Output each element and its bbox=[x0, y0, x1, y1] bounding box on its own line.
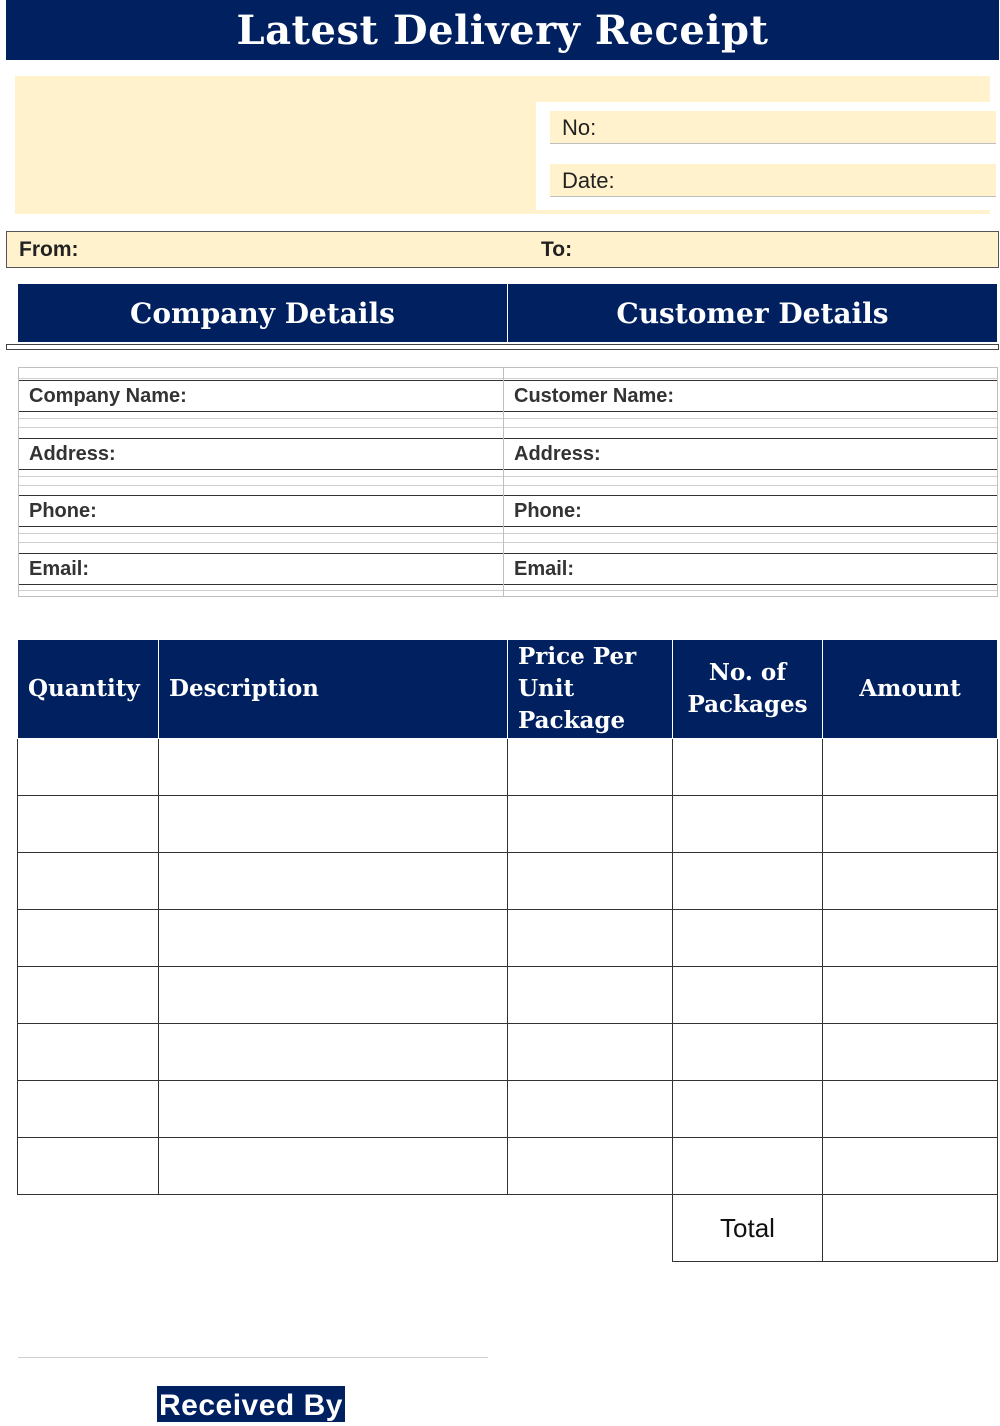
table-row bbox=[18, 910, 998, 967]
total-spacer bbox=[159, 1195, 508, 1262]
packages-cell[interactable] bbox=[673, 1138, 823, 1195]
price-cell[interactable] bbox=[508, 853, 673, 910]
to-label: To: bbox=[541, 238, 573, 261]
packages-header: No. of Packages bbox=[673, 640, 823, 739]
details-row-name[interactable] bbox=[19, 380, 997, 412]
price-cell[interactable] bbox=[508, 796, 673, 853]
table-row bbox=[18, 1081, 998, 1138]
company-details-heading: Company Details bbox=[130, 296, 395, 330]
quantity-cell[interactable] bbox=[18, 1081, 159, 1138]
amount-cell[interactable] bbox=[823, 853, 998, 910]
packages-cell[interactable] bbox=[673, 910, 823, 967]
customer-name-label: Customer Name: bbox=[503, 381, 1000, 411]
signature-line[interactable] bbox=[18, 1357, 488, 1358]
company-name-label: Company Name: bbox=[29, 385, 187, 407]
price-cell[interactable] bbox=[508, 739, 673, 796]
grid-line bbox=[19, 476, 997, 477]
description-cell[interactable] bbox=[159, 1081, 508, 1138]
quantity-header: Quantity bbox=[18, 640, 159, 739]
price-cell[interactable] bbox=[508, 1024, 673, 1081]
packages-cell[interactable] bbox=[673, 739, 823, 796]
price-per-unit-header: Price Per Unit Package bbox=[508, 640, 673, 739]
quantity-cell[interactable] bbox=[18, 967, 159, 1024]
description-cell[interactable] bbox=[159, 853, 508, 910]
amount-cell[interactable] bbox=[823, 967, 998, 1024]
items-header-row bbox=[18, 640, 998, 739]
grid-line bbox=[19, 378, 997, 379]
amount-header: Amount bbox=[823, 640, 998, 739]
table-row bbox=[18, 853, 998, 910]
total-label: Total bbox=[673, 1195, 823, 1262]
table-row bbox=[18, 967, 998, 1024]
amount-cell[interactable] bbox=[823, 1081, 998, 1138]
amount-cell[interactable] bbox=[823, 739, 998, 796]
description-cell[interactable] bbox=[159, 967, 508, 1024]
grid-line bbox=[19, 542, 997, 543]
meta-panel bbox=[536, 102, 990, 210]
grid-line bbox=[19, 418, 997, 419]
receipt-number-field[interactable] bbox=[550, 111, 996, 144]
page-title: Latest Delivery Receipt bbox=[236, 6, 769, 54]
grid-line bbox=[19, 485, 997, 486]
amount-cell[interactable] bbox=[823, 796, 998, 853]
table-row bbox=[18, 1138, 998, 1195]
price-cell[interactable] bbox=[508, 1081, 673, 1138]
description-cell[interactable] bbox=[159, 1138, 508, 1195]
details-section-header bbox=[18, 284, 997, 342]
grid-line bbox=[19, 590, 997, 591]
title-bar bbox=[6, 0, 999, 60]
from-label: From: bbox=[19, 238, 79, 261]
table-row bbox=[18, 739, 998, 796]
details-row-email[interactable] bbox=[19, 553, 997, 585]
description-cell[interactable] bbox=[159, 910, 508, 967]
company-address-label: Address: bbox=[29, 443, 116, 465]
table-row bbox=[18, 796, 998, 853]
company-email-label: Email: bbox=[29, 558, 90, 580]
total-amount-cell[interactable] bbox=[823, 1195, 998, 1262]
customer-email-label: Email: bbox=[503, 554, 1000, 584]
items-table bbox=[17, 639, 998, 1262]
description-cell[interactable] bbox=[159, 1024, 508, 1081]
quantity-cell[interactable] bbox=[18, 853, 159, 910]
price-cell[interactable] bbox=[508, 910, 673, 967]
total-spacer bbox=[508, 1195, 673, 1262]
price-cell[interactable] bbox=[508, 1138, 673, 1195]
details-grid bbox=[18, 367, 998, 597]
grid-line bbox=[19, 533, 997, 534]
details-column-divider bbox=[503, 368, 504, 596]
grid-line bbox=[19, 427, 997, 428]
packages-cell[interactable] bbox=[673, 796, 823, 853]
from-to-bar[interactable] bbox=[6, 231, 999, 268]
details-row-phone[interactable] bbox=[19, 495, 997, 527]
details-row-address[interactable] bbox=[19, 438, 997, 470]
amount-cell[interactable] bbox=[823, 910, 998, 967]
customer-address-label: Address: bbox=[503, 439, 1000, 469]
packages-cell[interactable] bbox=[673, 853, 823, 910]
description-cell[interactable] bbox=[159, 739, 508, 796]
amount-cell[interactable] bbox=[823, 1138, 998, 1195]
total-row bbox=[18, 1195, 998, 1262]
receipt-number-label: No: bbox=[562, 115, 597, 140]
quantity-cell[interactable] bbox=[18, 739, 159, 796]
packages-cell[interactable] bbox=[673, 1024, 823, 1081]
received-by-label: Received By bbox=[157, 1386, 345, 1422]
quantity-cell[interactable] bbox=[18, 796, 159, 853]
items-body bbox=[18, 739, 998, 1262]
quantity-cell[interactable] bbox=[18, 1138, 159, 1195]
table-row bbox=[18, 1024, 998, 1081]
packages-cell[interactable] bbox=[673, 1081, 823, 1138]
quantity-cell[interactable] bbox=[18, 1024, 159, 1081]
customer-phone-label: Phone: bbox=[503, 496, 1000, 526]
receipt-date-label: Date: bbox=[562, 168, 615, 193]
description-cell[interactable] bbox=[159, 796, 508, 853]
packages-cell[interactable] bbox=[673, 967, 823, 1024]
quantity-cell[interactable] bbox=[18, 910, 159, 967]
total-spacer bbox=[18, 1195, 159, 1262]
receipt-date-field[interactable] bbox=[550, 164, 996, 197]
price-cell[interactable] bbox=[508, 967, 673, 1024]
customer-details-heading: Customer Details bbox=[507, 284, 997, 342]
description-header: Description bbox=[159, 640, 508, 739]
company-phone-label: Phone: bbox=[29, 500, 97, 522]
amount-cell[interactable] bbox=[823, 1024, 998, 1081]
section-underline bbox=[6, 344, 999, 350]
